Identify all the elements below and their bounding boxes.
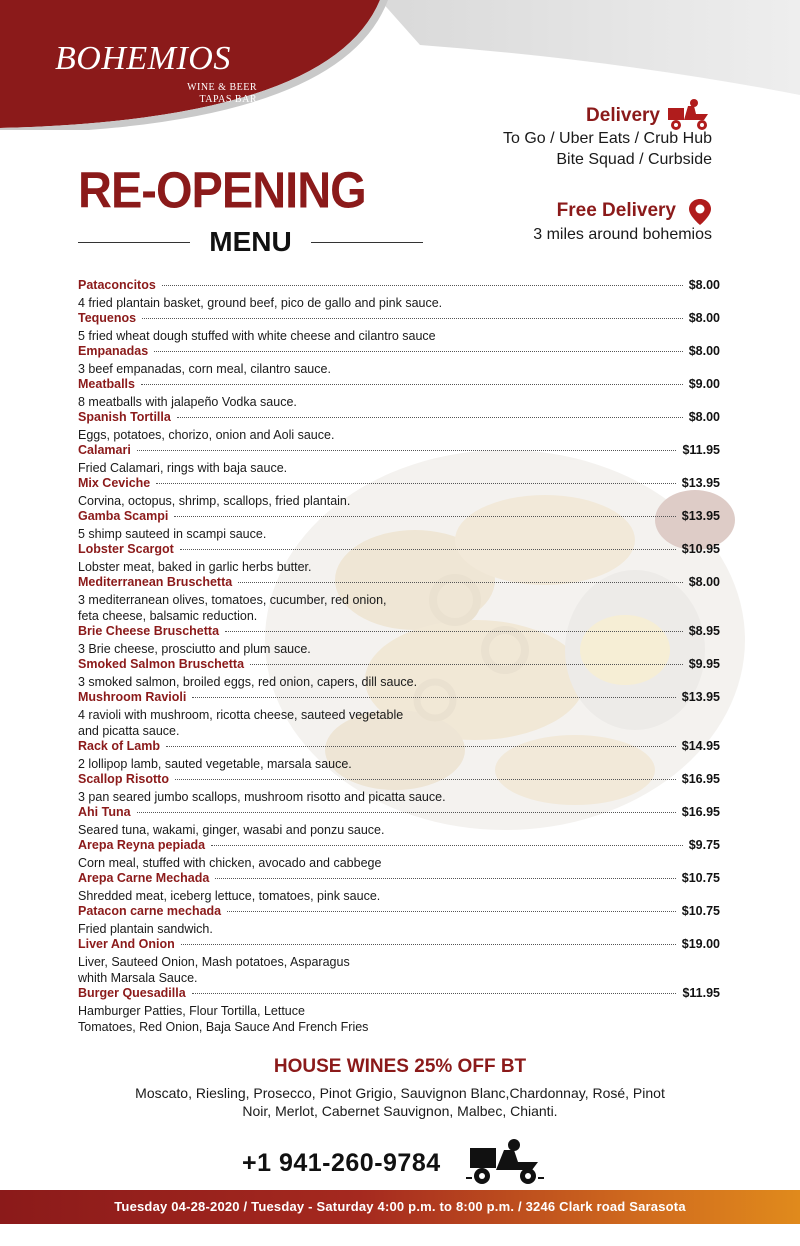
page-subtitle: MENU [209, 226, 292, 257]
menu-item-description: 3 Brie cheese, prosciutto and plum sauce. [78, 642, 311, 656]
menu-item [78, 410, 720, 443]
menu-item-name: Mediterranean Bruschetta [78, 575, 233, 589]
delivery-scooter-icon [466, 1138, 546, 1191]
menu-item-header [78, 542, 720, 559]
menu-item-description: 4 fried plantain basket, ground beef, pico de gallo and pink sauce. [78, 296, 443, 310]
menu-item-header [78, 986, 720, 1003]
menu-item-header [78, 772, 720, 789]
menu-item-price: $10.75 [681, 904, 720, 918]
menu-item [78, 690, 720, 739]
menu-item-price: $10.75 [681, 871, 720, 885]
menu-item-name: Pataconcitos [78, 278, 156, 292]
menu-item-description: 5 shimp sauteed in scampi sauce. [78, 527, 267, 541]
menu-item-price: $13.95 [681, 690, 720, 704]
menu-item-price: $11.95 [682, 443, 720, 457]
subtitle-rule-right [311, 242, 423, 243]
menu-item-name: Arepa Reyna pepiada [78, 838, 206, 852]
bohemios-logo [55, 30, 275, 110]
menu-item-header [78, 904, 720, 921]
menu-item-name: Ahi Tuna [78, 805, 131, 819]
dot-leader [162, 285, 683, 286]
house-wines [0, 1056, 800, 1120]
dot-leader [192, 993, 677, 994]
menu-item-name: Spanish Tortilla [78, 410, 171, 424]
menu-item [78, 278, 720, 311]
menu-item [78, 772, 720, 805]
menu-item [78, 805, 720, 838]
wines-list: Moscato, Riesling, Prosecco, Pinot Grigio, Sauvignon Blanc,Chardonnay, Rosé, Pinot Noir, Merlot, Cabernet Sauvignon, Malbec, Chianti. [135, 1085, 665, 1119]
free-delivery-title: Free Delivery [556, 200, 676, 221]
dot-leader [174, 516, 675, 517]
menu-item-price: $10.95 [681, 542, 720, 556]
menu-item [78, 344, 720, 377]
menu-item-name: Lobster Scargot [78, 542, 174, 556]
menu-item-description: Seared tuna, wakami, ginger, wasabi and ponzu sauce. [78, 823, 385, 837]
menu-item [78, 377, 720, 410]
menu-item-price: $8.00 [688, 311, 720, 325]
dot-leader [180, 549, 676, 550]
menu-item [78, 739, 720, 772]
dot-leader [181, 944, 676, 945]
dot-leader [227, 911, 676, 912]
dot-leader [192, 697, 675, 698]
page-title: RE-OPENING [78, 160, 366, 219]
menu-item-price: $8.95 [688, 624, 720, 638]
menu-item-name: Patacon carne mechada [78, 904, 222, 918]
dot-leader [177, 417, 683, 418]
menu-item-price: $8.00 [688, 278, 720, 292]
menu-item-header [78, 278, 720, 295]
menu-item-description: 3 smoked salmon, broiled eggs, red onion, capers, dill sauce. [78, 675, 418, 689]
logo-tagline-2: TAPAS BAR [199, 94, 257, 105]
dot-leader [141, 384, 683, 385]
menu-item-name: Gamba Scampi [78, 509, 169, 523]
menu-item-price: $16.95 [681, 772, 720, 786]
dot-leader [142, 318, 683, 319]
menu-item-description: 5 fried wheat dough stuffed with white cheese and cilantro sauce [78, 329, 436, 343]
dot-leader [211, 845, 683, 846]
menu-item [78, 509, 720, 542]
menu-item-price: $8.00 [688, 575, 720, 589]
menu-item-price: $16.95 [681, 805, 720, 819]
logo-wordmark: BOHEMIOS [55, 40, 231, 77]
menu-item-description: Lobster meat, baked in garlic herbs butter. [78, 560, 312, 574]
menu-item [78, 476, 720, 509]
menu-item [78, 542, 720, 575]
menu-item-description: Hamburger Patties, Flour Tortilla, Lettuce Tomatoes, Red Onion, Baja Sauce And French Fries [78, 1004, 369, 1034]
menu-item-name: Mix Ceviche [78, 476, 151, 490]
menu-item-name: Liver And Onion [78, 937, 175, 951]
menu-item [78, 443, 720, 476]
menu-item-name: Calamari [78, 443, 131, 457]
menu-item-name: Burger Quesadilla [78, 986, 186, 1000]
menu-item-header [78, 344, 720, 361]
dot-leader [238, 582, 683, 583]
menu-item-header [78, 690, 720, 707]
menu-item-price: $11.95 [682, 986, 720, 1000]
free-delivery-line: 3 miles around bohemios [533, 226, 712, 243]
dot-leader [137, 450, 677, 451]
menu-item-name: Rack of Lamb [78, 739, 160, 753]
menu-item-price: $9.95 [688, 657, 720, 671]
subtitle-row [78, 226, 423, 256]
menu-item-header [78, 509, 720, 526]
menu-item-description: Liver, Sauteed Onion, Mash potatoes, Asparagus whith Marsala Sauce. [78, 955, 350, 985]
menu-item-name: Tequenos [78, 311, 137, 325]
map-pin-icon [688, 198, 712, 231]
menu-item [78, 986, 720, 1035]
delivery-line-2: Bite Squad / Curbside [556, 151, 712, 168]
dot-leader [137, 812, 676, 813]
phone-number[interactable]: +1 941-260-9784 [242, 1149, 441, 1177]
menu-item-price: $14.95 [681, 739, 720, 753]
menu-item-description: Fried Calamari, rings with baja sauce. [78, 461, 288, 475]
menu-item-name: Brie Cheese Bruschetta [78, 624, 220, 638]
menu-item-header [78, 838, 720, 855]
dot-leader [175, 779, 676, 780]
menu-item-header [78, 443, 720, 460]
menu-item-header [78, 410, 720, 427]
menu-item-price: $9.00 [688, 377, 720, 391]
menu-item-description: Corn meal, stuffed with chicken, avocado and cabbege [78, 856, 382, 870]
dot-leader [156, 483, 676, 484]
menu-item-price: $13.95 [681, 509, 720, 523]
menu-item-name: Empanadas [78, 344, 149, 358]
menu-item-description: 3 mediterranean olives, tomatoes, cucumber, red onion, feta cheese, balsamic reduction. [78, 593, 387, 623]
menu-item-name: Smoked Salmon Bruschetta [78, 657, 245, 671]
menu-item-price: $8.00 [688, 410, 720, 424]
menu-item [78, 311, 720, 344]
menu-item-header [78, 377, 720, 394]
menu-item-name: Meatballs [78, 377, 135, 391]
free-delivery-info [533, 200, 712, 244]
dot-leader [250, 664, 683, 665]
menu-item [78, 575, 720, 624]
menu-item-description: 4 ravioli with mushroom, ricotta cheese, sauteed vegetable and picatta sauce. [78, 708, 404, 738]
menu-item-description: Corvina, octopus, shrimp, scallops, fried plantain. [78, 494, 351, 508]
menu-item [78, 937, 720, 986]
menu-item-price: $9.75 [688, 838, 720, 852]
menu-item-header [78, 575, 720, 592]
menu-item-header [78, 805, 720, 822]
menu-item-description: Shredded meat, iceberg lettuce, tomatoes, pink sauce. [78, 889, 381, 903]
delivery-title: Delivery [586, 105, 660, 126]
menu-item-description: 8 meatballs with jalapeño Vodka sauce. [78, 395, 297, 409]
dot-leader [154, 351, 683, 352]
menu-item-header [78, 476, 720, 493]
menu-item [78, 904, 720, 937]
menu-item-description: Eggs, potatoes, chorizo, onion and Aoli sauce. [78, 428, 335, 442]
logo-tagline-1: WINE & BEER [187, 82, 257, 93]
menu-item-description: 3 beef empanadas, corn meal, cilantro sauce. [78, 362, 331, 376]
delivery-line-1: To Go / Uber Eats / Crub Hub [503, 130, 712, 147]
menu-item-name: Scallop Risotto [78, 772, 169, 786]
menu-item-name: Mushroom Ravioli [78, 690, 187, 704]
menu-item [78, 624, 720, 657]
menu-item [78, 871, 720, 904]
menu-item-description: 2 lollipop lamb, sauted vegetable, marsala sauce. [78, 757, 352, 771]
menu-item [78, 838, 720, 871]
menu-item-header [78, 311, 720, 328]
menu-item-header [78, 871, 720, 888]
menu-item [78, 657, 720, 690]
menu-list [78, 278, 720, 1035]
footer-info: Tuesday 04-28-2020 / Tuesday - Saturday 4:00 p.m. to 8:00 p.m. / 3246 Clark road Sarasota [114, 1199, 686, 1214]
menu-item-name: Arepa Carne Mechada [78, 871, 210, 885]
dot-leader [166, 746, 676, 747]
delivery-scooter-icon [666, 98, 712, 137]
menu-item-price: $19.00 [681, 937, 720, 951]
dot-leader [225, 631, 683, 632]
menu-item-price: $8.00 [688, 344, 720, 358]
dot-leader [215, 878, 675, 879]
menu-item-header [78, 739, 720, 756]
menu-item-header [78, 657, 720, 674]
menu-item-price: $13.95 [681, 476, 720, 490]
menu-item-description: 3 pan seared jumbo scallops, mushroom risotto and picatta sauce. [78, 790, 446, 804]
menu-item-header [78, 624, 720, 641]
wines-title: HOUSE WINES 25% OFF BT [273, 1056, 527, 1077]
menu-item-description: Fried plantain sandwich. [78, 922, 213, 936]
menu-item-header [78, 937, 720, 954]
